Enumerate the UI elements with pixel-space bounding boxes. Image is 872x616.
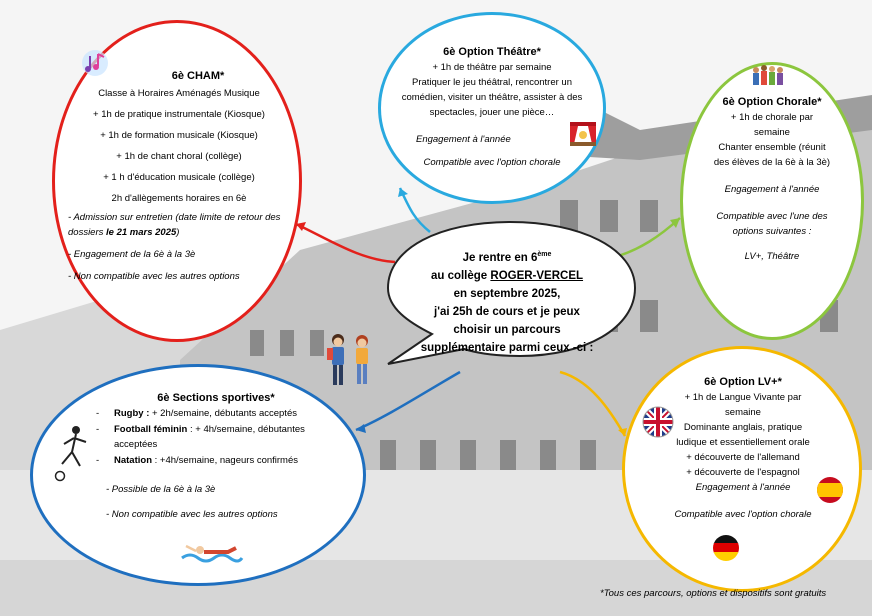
sports-compat: - Non compatible avec les autres options (106, 509, 278, 520)
lv-line4: ludique et essentiellement orale (676, 437, 810, 448)
cham-item-3: + 1h de chant choral (collège) (116, 151, 242, 162)
cham-engagement: - Engagement de la 6è à la 3è (68, 249, 196, 260)
center-line1: Je rentre en 6ème (462, 251, 552, 264)
theatre-line3: comédien, visiter un théâtre, assister à des (401, 92, 583, 103)
cham-item-4: + 1 h d'éducation musicale (collège) (103, 172, 255, 183)
cham-compat: - Non compatible avec les autres options (68, 271, 240, 282)
spain-flag-icon (816, 476, 844, 504)
chorale-title: 6è Option Chorale* (722, 96, 822, 108)
lv-line3: Dominante anglais, pratique (683, 422, 803, 433)
choir-singers-icon (748, 62, 788, 88)
cham-item-5: 2h d'allègements horaires en 6è (111, 193, 247, 204)
cham-item-1: + 1h de pratique instrumentale (Kiosque) (93, 109, 265, 120)
swimmer-icon (180, 540, 244, 566)
sports-possible: - Possible de la 6è à la 3è (106, 484, 216, 495)
chorale-line4: des élèves de la 6è à la 3è) (713, 157, 831, 168)
center-line3: en septembre 2025, (453, 287, 561, 300)
theatre-line4: spectacles, jouer une pièce… (429, 107, 555, 118)
center-intro-text (392, 246, 622, 357)
uk-flag-icon (642, 406, 674, 438)
sport-item-football: - Football féminin : + 4h/semaine, débutantes acceptées (96, 422, 336, 452)
theatre-line2: Pratiquer le jeu théâtral, rencontrer un (411, 77, 572, 88)
center-line4: j'ai 25h de cours et je peux (434, 305, 580, 318)
center-line2: au collège ROGER-VERCEL (430, 269, 584, 282)
cham-title: 6è CHAM* (171, 70, 225, 82)
footnote: *Tous ces parcours, options et dispositifs sont gratuits (600, 588, 827, 599)
chorale-compat3: LV+, Théâtre (744, 251, 800, 262)
sports-title: 6è Sections sportives* (157, 392, 275, 404)
chorale-line2: semaine (754, 127, 790, 138)
cham-item-2: + 1h de formation musicale (Kiosque) (100, 130, 258, 141)
lv-line6: + découverte de l'espagnol (686, 467, 800, 478)
theatre-title: 6è Option Théâtre* (443, 46, 541, 58)
football-player-icon (50, 424, 96, 482)
theatre-stage-icon (568, 118, 598, 148)
lv-line5: + découverte de l'allemand (686, 452, 800, 463)
chorale-line1: + 1h de chorale par (730, 112, 814, 123)
theatre-line1: + 1h de théâtre par semaine (432, 62, 552, 73)
lv-engagement: Engagement à l'année (695, 482, 791, 493)
lv-line2: semaine (725, 407, 761, 418)
sport-item-rugby: - Rugby : + 2h/semaine, débutants acceptés (96, 406, 336, 421)
sports-list (96, 406, 336, 468)
lv-line1: + 1h de Langue Vivante par (684, 392, 802, 403)
chorale-line3: Chanter ensemble (réunit (718, 142, 826, 153)
theatre-compat: Compatible avec l'option chorale (423, 157, 561, 168)
arrow-to-lv (560, 372, 625, 436)
theatre-engagement: Engagement à l'année (416, 134, 511, 145)
lv-title: 6è Option LV+* (704, 376, 782, 388)
sport-item-natation: - Natation : +4h/semaine, nageurs confirmés (96, 453, 336, 468)
cham-subtitle: Classe à Horaires Aménagés Musique (98, 88, 260, 99)
chorale-engagement: Engagement à l'année (724, 184, 820, 195)
chorale-compat2: options suivantes : (732, 226, 812, 237)
chorale-compat1: Compatible avec l'une des (716, 211, 828, 222)
center-line5: choisir un parcours (453, 323, 561, 336)
center-line6: supplémentaire parmi ceux -ci : (420, 341, 594, 354)
students-illustration (322, 332, 378, 392)
lv-compat: Compatible avec l'option chorale (674, 509, 812, 520)
cham-admission: - Admission sur entretien (date limite de retour des dossiers le 21 mars 2025) (68, 212, 281, 238)
germany-flag-icon (712, 534, 740, 562)
